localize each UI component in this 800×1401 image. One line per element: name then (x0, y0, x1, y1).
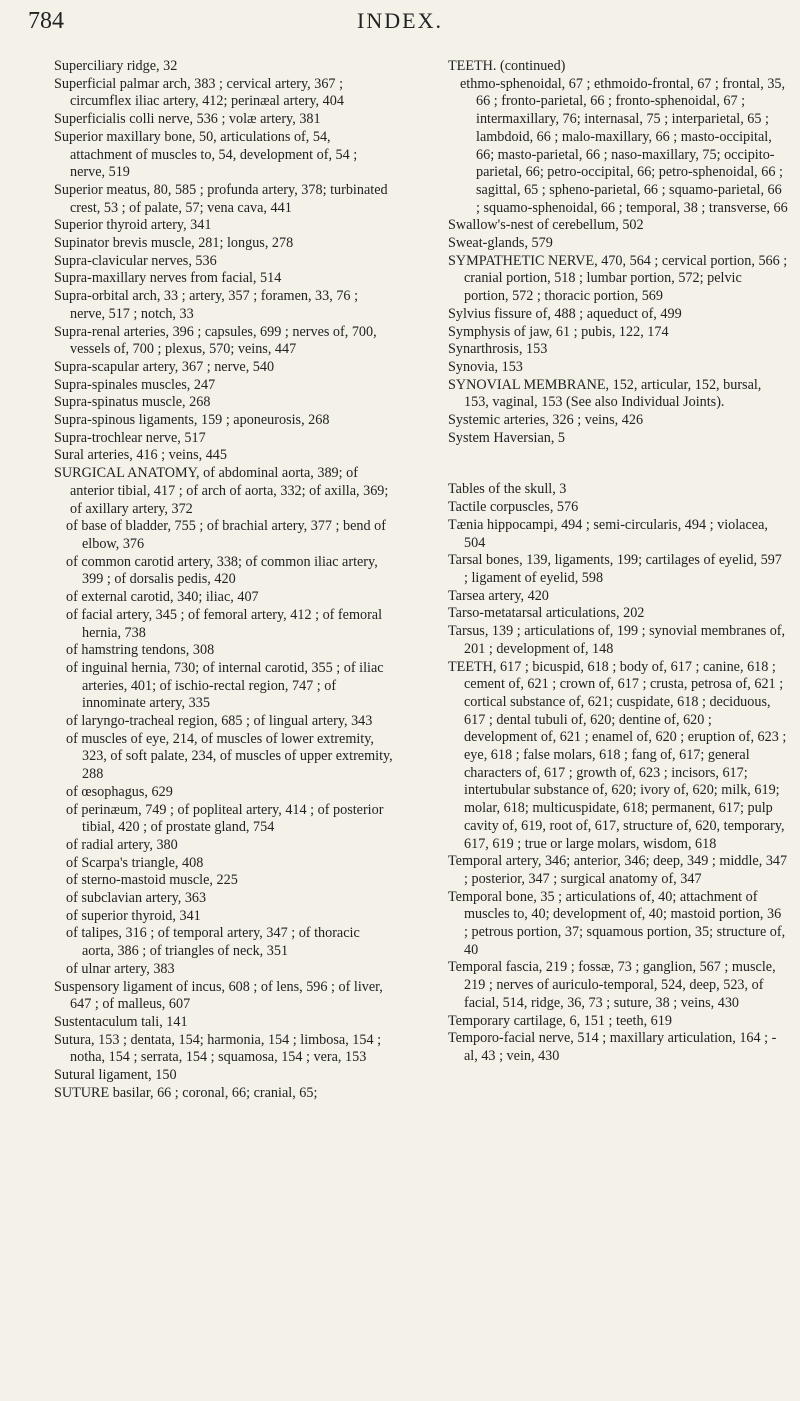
index-subentry: of Scarpa's triangle, 408 (66, 854, 204, 871)
index-subentry: of talipes, 316 ; of temporal artery, 347 ; of thoracic aorta, 386 ; of triangles of neck, 351 (66, 925, 360, 960)
index-entry: TEETH. (continued) (448, 58, 566, 74)
index-subentry: of laryngo-tracheal region, 685 ; of lingual artery, 343 (66, 713, 373, 730)
index-entry: System Haversian, 5 (448, 429, 566, 446)
index-entry: Symphysis of jaw, 61 ; pubis, 122, 174 (448, 323, 669, 340)
index-entry: Synovia, 153 (448, 358, 523, 375)
index-entry: Supinator brevis muscle, 281; longus, 278 (54, 235, 294, 252)
index-entry: Supra-clavicular nerves, 536 (54, 252, 217, 269)
index-entry: Temporal bone, 35 ; articulations of, 40; attachment of muscles to, 40; development of, 40; mastoid portion, 36 ; petrous portion, 37; squamous portion, 35; structure of, 40 (448, 888, 786, 958)
index-entry: Synarthrosis, 153 (448, 341, 548, 358)
index-entry: Temporal fascia, 219 ; fossæ, 73 ; ganglion, 567 ; muscle, 219 ; nerves of auriculo-temporal, 524, deep, 523, of facial, 514, ridge, 36, 73 ; suture, 38 ; veins, 430 (448, 959, 776, 1011)
index-entry: Supra-spinatus muscle, 268 (54, 394, 211, 411)
index-entry: Superficialis colli nerve, 536 ; volæ artery, 381 (54, 111, 321, 128)
index-subentry: of common carotid artery, 338; of common iliac artery, 399 ; of dorsalis pedis, 420 (66, 553, 378, 588)
index-entry: Sutural ligament, 150 (54, 1067, 177, 1084)
page-header (0, 0, 800, 40)
index-entry: Supra-trochlear nerve, 517 (54, 429, 206, 446)
index-subentry: of muscles of eye, 214, of muscles of lower extremity, 323, of soft palate, 234, of muscles of upper extremity, 288 (66, 730, 393, 783)
index-entry: Tactile corpuscles, 576 (448, 499, 579, 516)
index-entry: Temporary cartilage, 6, 151 ; teeth, 619 (448, 1012, 672, 1029)
index-entry: SYNOVIAL MEMBRANE, 152, articular, 152, bursal, 153, vaginal, 153 (See also Individual Joints). (448, 376, 762, 411)
index-entry: Superciliary ridge, 32 (54, 58, 178, 74)
index-entry: Tænia hippocampi, 494 ; semi-circularis, 494 ; violacea, 504 (448, 516, 768, 551)
index-entry: Suspensory ligament of incus, 608 ; of lens, 596 ; of liver, 647 ; of malleus, 607 (54, 978, 383, 1013)
index-subentry: of perinæum, 749 ; of popliteal artery, 414 ; of posterior tibial, 420 ; of prostate gland, 754 (66, 801, 384, 836)
index-entry: Swallow's-nest of cerebellum, 502 (448, 217, 644, 234)
index-entry: Tarso-metatarsal articulations, 202 (448, 605, 645, 622)
index-subentry: of facial artery, 345 ; of femoral artery, 412 ; of femoral hernia, 738 (66, 606, 383, 641)
index-subentry: of sterno-mastoid muscle, 225 (66, 872, 238, 889)
index-entry: Superior meatus, 80, 585 ; profunda artery, 378; turbinated crest, 53 ; of palate, 57; vena cava, 441 (54, 181, 388, 216)
index-subentry: of ulnar artery, 383 (66, 960, 175, 977)
index-entry: TEETH, 617 ; bicuspid, 618 ; body of, 617 ; canine, 618 ; cement of, 621 ; crown of, 617 ; crusta, petrosa of, 621 ; cortical substance of, 621; cuspidate, 618 ; deciduous, 617 ; dental tubuli of, 620; dentine of, 620 ; development of, 621 ; enamel of, 620 ; eruption of, 623 ; eye, 618 ; false molars, 618 ; fang of, 617; general characters of, 617 ; growth of, 623 ; incisors, 617; intertubular substance of, 620; ivory of, 620; milk, 619; molar, 618; multicuspidate, 618; permanent, 617; pulp cavity of, 619, root of, 617, structure of, 620, temporary, 617, 619 ; true or large molars, wisdom, 618 (448, 658, 787, 852)
index-subentry: of external carotid, 340; iliac, 407 (66, 589, 259, 606)
index-entry: Sural arteries, 416 ; veins, 445 (54, 447, 227, 464)
index-column-left (54, 58, 394, 1102)
index-column-right (448, 58, 788, 1066)
index-entry: SUTURE basilar, 66 ; coronal, 66; cranial, 65; (54, 1084, 318, 1101)
index-entry: Superficial palmar arch, 383 ; cervical artery, 367 ; circumflex iliac artery, 412; perinæal artery, 404 (54, 75, 344, 110)
index-entry: SURGICAL ANATOMY, of abdominal aorta, 389; of anterior tibial, 417 ; of arch of aorta, 332; of axilla, 369; of axillary artery, 372 (54, 465, 389, 517)
page-number: 784 (28, 8, 64, 34)
index-entry: Tarsea artery, 420 (448, 587, 549, 604)
running-head: INDEX. (357, 8, 443, 33)
index-entry: Supra-renal arteries, 396 ; capsules, 699 ; nerves of, 700, vessels of, 700 ; plexus, 570; veins, 447 (54, 323, 377, 358)
index-entry: Sutura, 153 ; dentata, 154; harmonia, 154 ; limbosa, 154 ; notha, 154 ; serrata, 154 ; squamosa, 154 ; vera, 153 (54, 1031, 382, 1066)
index-entry: Tables of the skull, 3 (448, 481, 567, 498)
index-subentry: of base of bladder, 755 ; of brachial artery, 377 ; bend of elbow, 376 (66, 518, 386, 552)
index-subentry: of inguinal hernia, 730; of internal carotid, 355 ; of iliac arteries, 401; of ischio-rectal region, 747 ; of innominate artery, 335 (66, 659, 384, 712)
index-entry: Supra-maxillary nerves from facial, 514 (54, 270, 282, 287)
index-subentry: of subclavian artery, 363 (66, 890, 207, 907)
index-subentry: of radial artery, 380 (66, 836, 178, 853)
index-entry: Tarsus, 139 ; articulations of, 199 ; synovial membranes of, 201 ; development of, 148 (448, 623, 786, 657)
index-entry: Supra-scapular artery, 367 ; nerve, 540 (54, 358, 275, 375)
index-subentry: of superior thyroid, 341 (66, 907, 201, 924)
index-entry: Tarsal bones, 139, ligaments, 199; cartilages of eyelid, 597 ; ligament of eyelid, 598 (448, 552, 782, 586)
index-entry: Sylvius fissure of, 488 ; aqueduct of, 499 (448, 305, 682, 322)
index-entry: Superior thyroid artery, 341 (54, 217, 212, 234)
index-entry: Supra-spinales muscles, 247 (54, 376, 216, 393)
index-subentry: ethmo-sphenoidal, 67 ; ethmoido-frontal, 67 ; frontal, 35, 66 ; fronto-parietal, 66 ; fronto-sphenoidal, 67 ; intermaxillary, 76; internasal, 75 ; interparietal, 65 ; lambdoid, 66 ; malo-maxillary, 66 ; masto-occipital, 66; masto-parietal, 66 ; naso-maxillary, 75; occipito-parietal, 66; petro-occipital, 66; petro-sphenoidal, 66 ; sagittal, 65 ; spheno-parietal, 66 ; squamo-parietal, 66 ; squamo-sphenoidal, 66 ; temporal, 38 ; transverse, 66 (460, 75, 788, 216)
index-subentry: of œsophagus, 629 (66, 783, 173, 800)
index-entry: Supra-orbital arch, 33 ; artery, 357 ; foramen, 33, 76 ; nerve, 517 ; notch, 33 (54, 288, 359, 322)
index-entry: Temporo-facial nerve, 514 ; maxillary articulation, 164 ; -al, 43 ; vein, 430 (448, 1030, 777, 1064)
index-entry: Superior maxillary bone, 50, articulations of, 54, attachment of muscles to, 54, development of, 54 ; nerve, 519 (54, 128, 358, 181)
index-entry: SYMPATHETIC NERVE, 470, 564 ; cervical portion, 566 ; cranial portion, 518 ; lumbar portion, 572; pelvic portion, 572 ; thoracic portion, 569 (448, 252, 788, 305)
index-entry: Sweat-glands, 579 (448, 235, 553, 252)
index-entry: Systemic arteries, 326 ; veins, 426 (448, 412, 644, 429)
index-entry: Supra-spinous ligaments, 159 ; aponeurosis, 268 (54, 412, 330, 429)
index-entry: Sustentaculum tali, 141 (54, 1013, 188, 1030)
index-entry: Temporal artery, 346; anterior, 346; deep, 349 ; middle, 347 ; posterior, 347 ; surgical anatomy of, 347 (448, 853, 788, 887)
section-gap (448, 447, 788, 481)
index-subentry: of hamstring tendons, 308 (66, 642, 215, 659)
